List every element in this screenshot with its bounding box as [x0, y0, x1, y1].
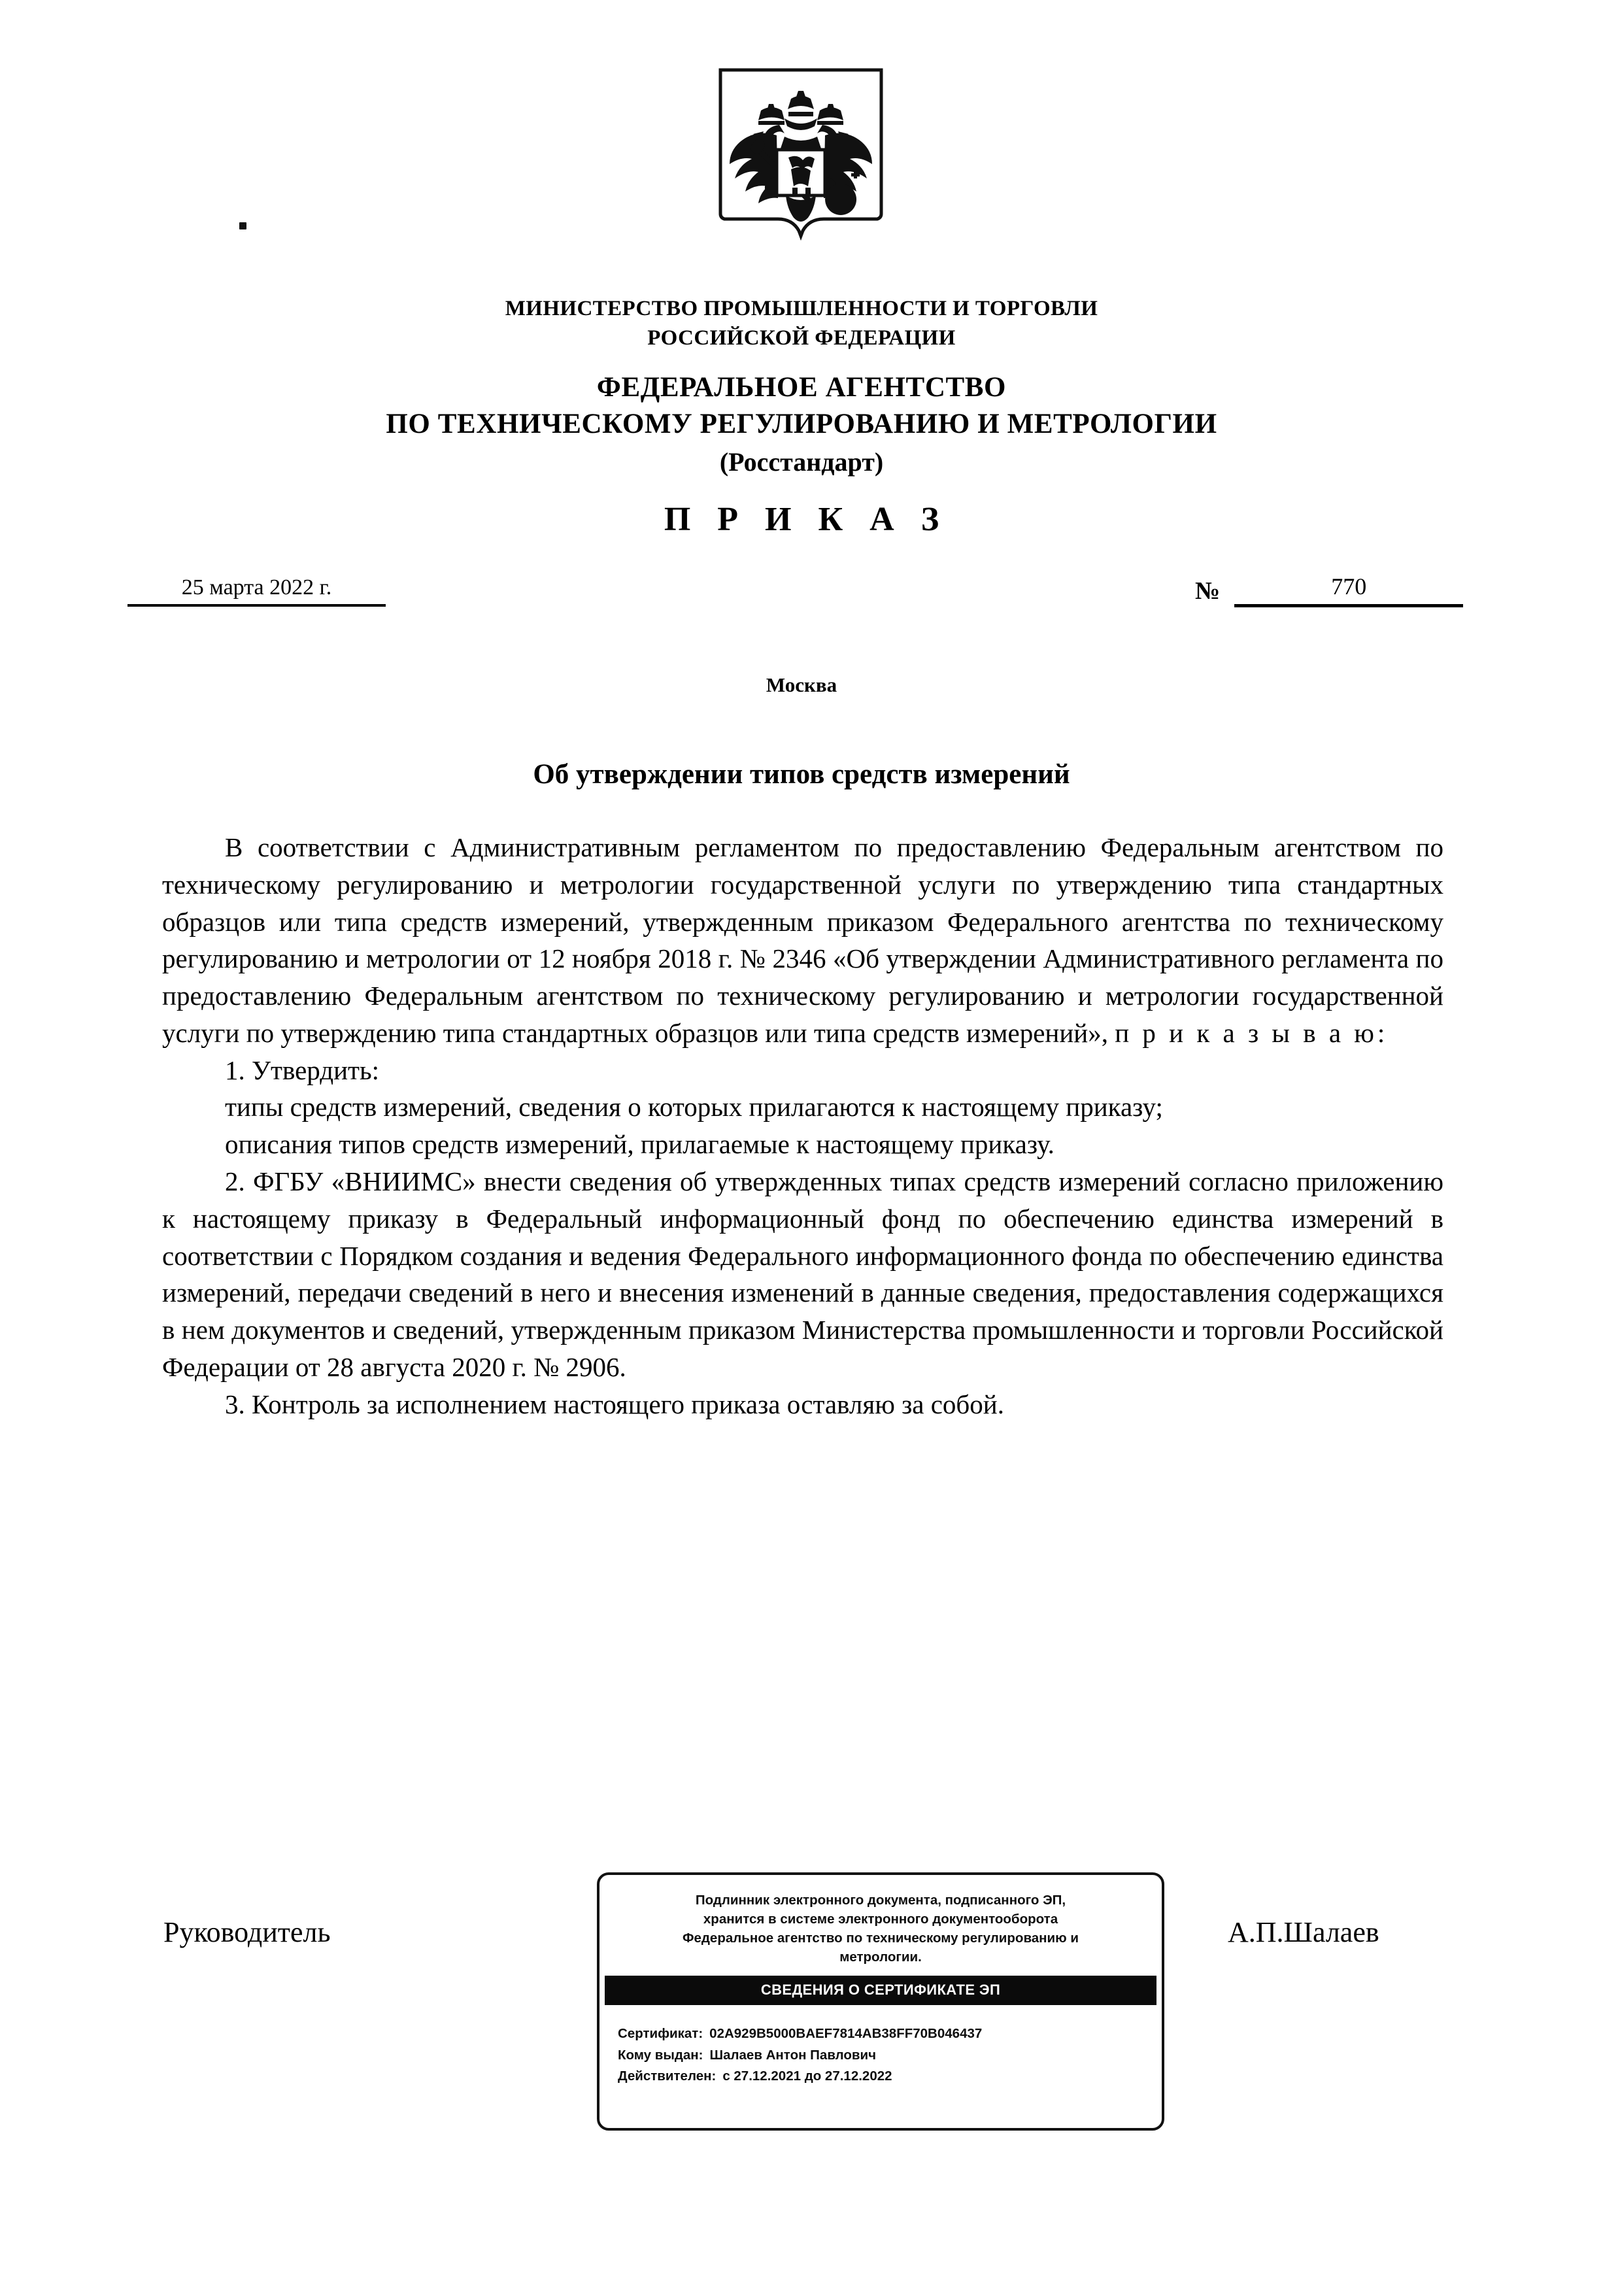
validity-value: с 27.12.2021 до 27.12.2022	[722, 2068, 892, 2084]
stamp-certificate-bar: СВЕДЕНИЯ О СЕРТИФИКАТЕ ЭП	[605, 1976, 1156, 2005]
electronic-signature-stamp	[597, 1872, 1164, 2131]
stamp-notice-line-1: Подлинник электронного документа, подписанного ЭП,	[695, 1893, 1066, 1908]
validity-row	[618, 2066, 1162, 2087]
agency-line-1: ФЕДЕРАЛЬНОЕ АГЕНТСТВО	[596, 372, 1007, 403]
item-1-sub-1: типы средств измерений, сведения о которых прилагаются к настоящему приказу;	[225, 1092, 1163, 1123]
number-sign-icon: №	[1195, 577, 1221, 605]
preamble-text: В соответствии с Административным регламентом по предоставлению Федеральным агентством по техническому регулированию и метрологии государственной услуги по утверждению типа стандартных образцов или типа средств измерений, утвержденным приказом Федерального агентства по техническому регулированию и метрологии от 12 ноября 2018 г. № 2346 «Об утверждении Административного регламента по предоставлению Федеральным агентством по техническому регулированию и метрологии государственной услуги по утверждению типа стандартных образцов или типа средств измерений»,	[162, 832, 1443, 1048]
document-date: 25 марта 2022 г.	[127, 575, 386, 607]
document-number-block	[1195, 573, 1463, 607]
document-number: 770	[1234, 573, 1463, 607]
ministry-heading	[0, 294, 1603, 353]
document-type-title: П Р И К А З	[664, 501, 949, 538]
stamp-notice-line-4: метрологии.	[839, 1950, 922, 1965]
certificate-label: Сертификат:	[618, 2026, 703, 2042]
paragraph-preamble	[162, 829, 1443, 1052]
agency-line-2: ПО ТЕХНИЧЕСКОМУ РЕГУЛИРОВАНИЮ И МЕТРОЛОГИИ	[386, 408, 1217, 439]
document-city: Москва	[766, 673, 837, 696]
agency-heading	[0, 369, 1603, 479]
stamp-notice-line-2: хранится в системе электронного документооборота	[703, 1912, 1058, 1927]
issued-to-value: Шалаев Антон Павлович	[709, 2047, 877, 2063]
item-3: 3. Контроль за исполнением настоящего приказа оставляю за собой.	[225, 1389, 1004, 1419]
item-2: 2. ФГБУ «ВНИИМС» внести сведения об утвержденных типах средств измерений согласно приложению к настоящему приказу в Федеральный информационный фонд по обеспечению единства измерений в соответствии с Порядком создания и ведения Федерального информационного фонда по обеспечению единства измерений, передачи сведений в него и внесения изменений в данные сведения, предоставления содержащихся в нем документов и сведений, утвержденным приказом Министерства промышленности и торговли Российской Федерации от 28 августа 2020 г. № 2906.	[162, 1166, 1443, 1382]
document-subject: Об утверждении типов средств измерений	[533, 759, 1070, 790]
coat-of-arms-icon	[693, 62, 909, 258]
certificate-value: 02A929B5000BAEF7814AB38FF70B046437	[709, 2026, 983, 2042]
validity-label: Действителен:	[618, 2068, 717, 2084]
signatory-role: Руководитель	[163, 1916, 331, 1948]
scan-artifact-dot	[239, 222, 246, 229]
stamp-notice	[599, 1875, 1162, 1970]
issued-to-row	[618, 2045, 1162, 2066]
order-verb: п р и к а з ы в а ю:	[1115, 1017, 1389, 1048]
stamp-notice-line-3: Федеральное агентство по техническому регулированию и	[683, 1931, 1079, 1946]
agency-short-name: (Росстандарт)	[719, 447, 884, 477]
certificate-row	[618, 2023, 1162, 2044]
ministry-line-2: РОССИЙСКОЙ ФЕДЕРАЦИИ	[647, 326, 956, 350]
issued-to-label: Кому выдан:	[618, 2047, 703, 2063]
ministry-line-1: МИНИСТЕРСТВО ПРОМЫШЛЕННОСТИ И ТОРГОВЛИ	[505, 297, 1098, 320]
signatory-name: А.П.Шалаев	[1228, 1916, 1379, 1948]
item-1-sub-2: описания типов средств измерений, прилагаемые к настоящему приказу.	[225, 1129, 1055, 1160]
document-body	[162, 829, 1443, 1423]
stamp-certificate-fields	[599, 2005, 1162, 2087]
item-1: 1. Утвердить:	[225, 1055, 380, 1085]
